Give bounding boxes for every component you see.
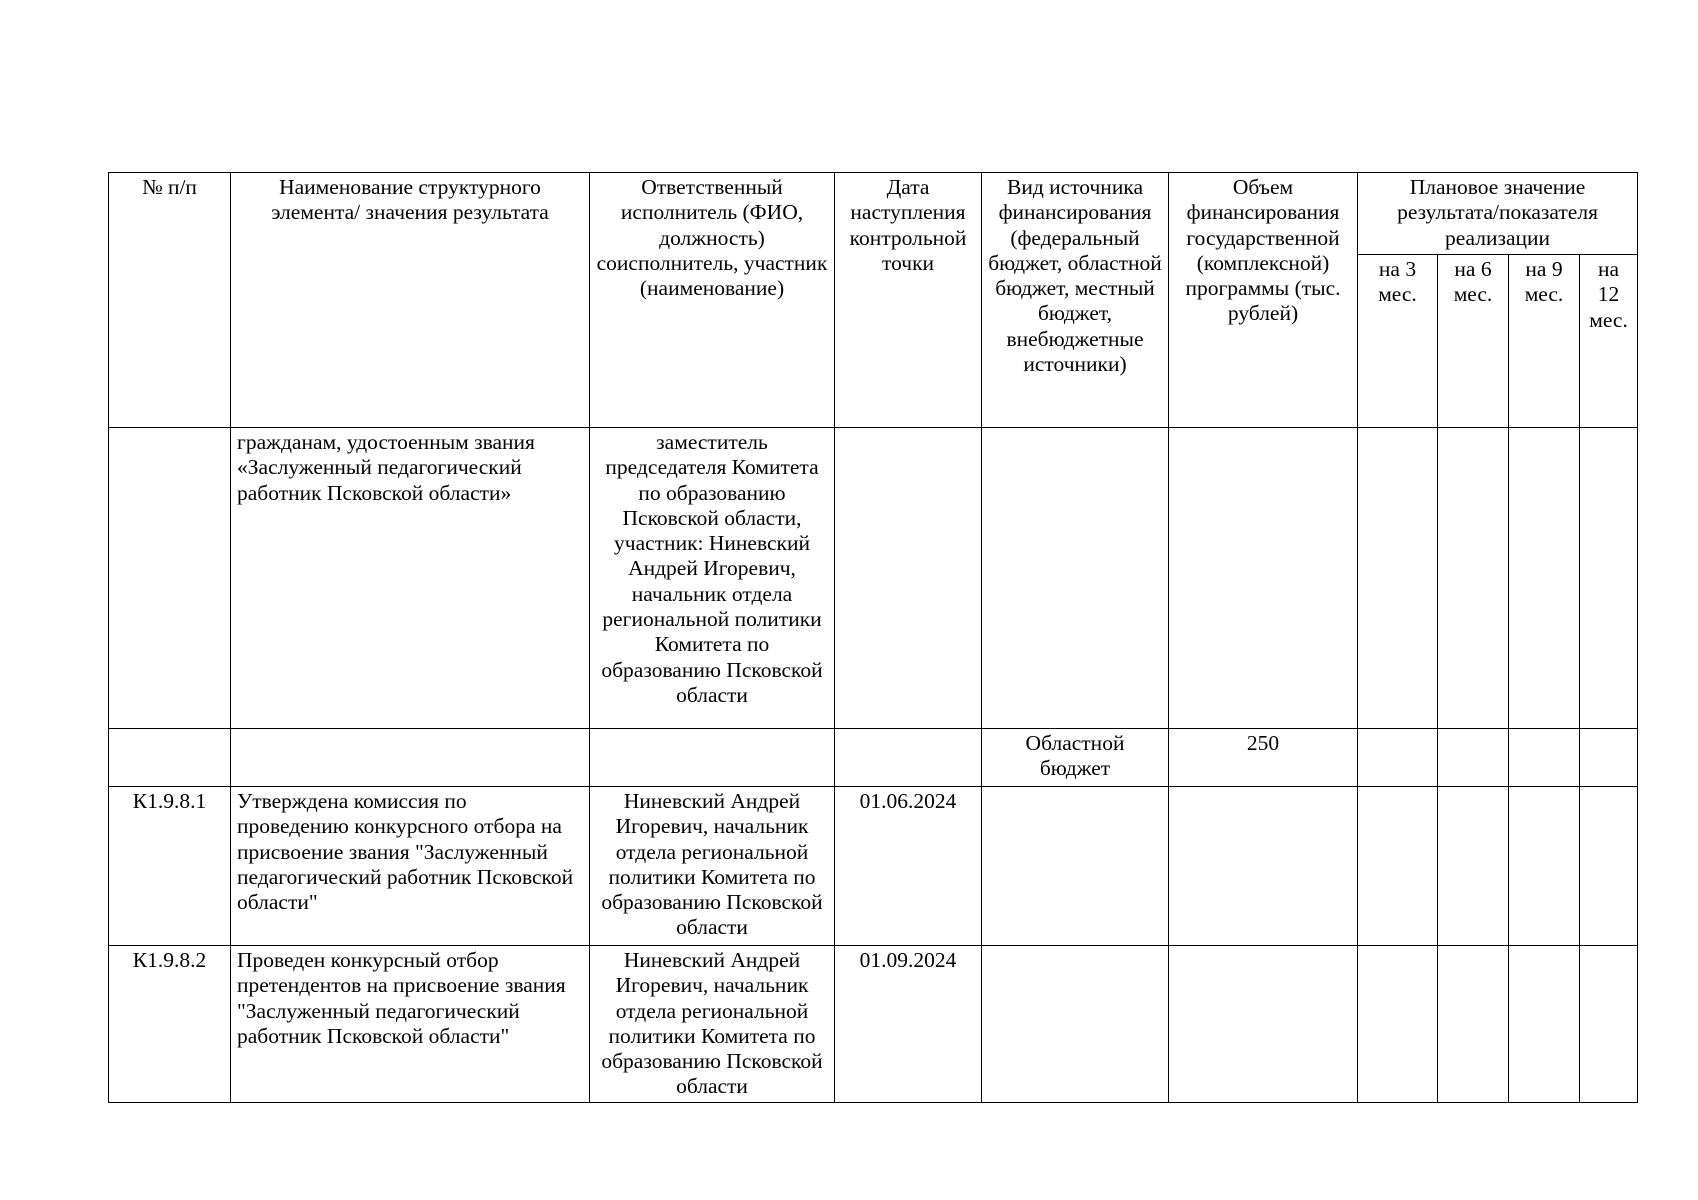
cell-source <box>982 946 1169 1103</box>
cell-9-months <box>1509 787 1580 946</box>
cell-responsible: заместитель председателя Комитета по образованию Псковской области, участник: Нинeвский Андрей Игоревич, начальник отдела региональной политики Комитета по образованию Псковской области <box>590 428 835 729</box>
cell-name <box>231 729 590 787</box>
cell-num: К1.9.8.2 <box>109 946 231 1103</box>
cell-9-months <box>1509 428 1580 729</box>
cell-volume: 250 <box>1169 729 1358 787</box>
header-date: Дата наступления контрольной точки <box>835 173 982 428</box>
cell-12-months <box>1580 729 1638 787</box>
plan-table <box>108 172 1638 1103</box>
header-6-months: на 6 мес. <box>1438 255 1509 428</box>
cell-name: Утверждена комиссия по проведению конкурсного отбора на присвоение звания "Заслуженный педагогический работник Псковской области" <box>231 787 590 946</box>
header-name: Наименование структурного элемента/ значения результата <box>231 173 590 428</box>
cell-6-months <box>1438 729 1509 787</box>
cell-date <box>835 428 982 729</box>
header-12-months: на 12 мес. <box>1580 255 1638 428</box>
cell-volume <box>1169 787 1358 946</box>
header-9-months: на 9 мес. <box>1509 255 1580 428</box>
cell-date: 01.09.2024 <box>835 946 982 1103</box>
cell-source <box>982 428 1169 729</box>
cell-source: Областной бюджет <box>982 729 1169 787</box>
cell-6-months <box>1438 787 1509 946</box>
header-3-months: на 3 мес. <box>1358 255 1438 428</box>
cell-6-months <box>1438 946 1509 1103</box>
cell-name: Проведен конкурсный отбор претендентов на присвоение звания "Заслуженный педагогический работник Псковской области" <box>231 946 590 1103</box>
cell-3-months <box>1358 729 1438 787</box>
cell-6-months <box>1438 428 1509 729</box>
header-num: № п/п <box>109 173 231 428</box>
cell-responsible: Нинeвский Андрей Игоревич, начальник отдела региональной политики Комитета по образованию Псковской области <box>590 946 835 1103</box>
cell-source <box>982 787 1169 946</box>
cell-9-months <box>1509 946 1580 1103</box>
cell-name: гражданам, удостоенным звания «Заслуженный педагогический работник Псковской области» <box>231 428 590 729</box>
cell-12-months <box>1580 787 1638 946</box>
cell-9-months <box>1509 729 1580 787</box>
cell-num <box>109 428 231 729</box>
cell-3-months <box>1358 787 1438 946</box>
cell-num <box>109 729 231 787</box>
cell-3-months <box>1358 428 1438 729</box>
cell-responsible: Нинeвский Андрей Игоревич, начальник отдела региональной политики Комитета по образованию Псковской области <box>590 787 835 946</box>
cell-12-months <box>1580 946 1638 1103</box>
cell-12-months <box>1580 428 1638 729</box>
header-plan: Плановое значение результата/показателя реализации <box>1358 173 1638 255</box>
header-responsible: Ответственный исполнитель (ФИО, должность) соисполнитель, участник (наименование) <box>590 173 835 428</box>
table-row <box>109 729 1638 787</box>
cell-3-months <box>1358 946 1438 1103</box>
cell-date <box>835 729 982 787</box>
table-row <box>109 946 1638 1103</box>
cell-responsible <box>590 729 835 787</box>
header-volume: Объем финансирования государственной (комплексной) программы (тыс. рублей) <box>1169 173 1358 428</box>
cell-num: К1.9.8.1 <box>109 787 231 946</box>
table-row <box>109 428 1638 729</box>
cell-volume <box>1169 946 1358 1103</box>
table-row <box>109 787 1638 946</box>
cell-volume <box>1169 428 1358 729</box>
cell-date: 01.06.2024 <box>835 787 982 946</box>
header-source: Вид источника финансирования (федеральный бюджет, областной бюджет, местный бюджет, внебюджетные источники) <box>982 173 1169 428</box>
